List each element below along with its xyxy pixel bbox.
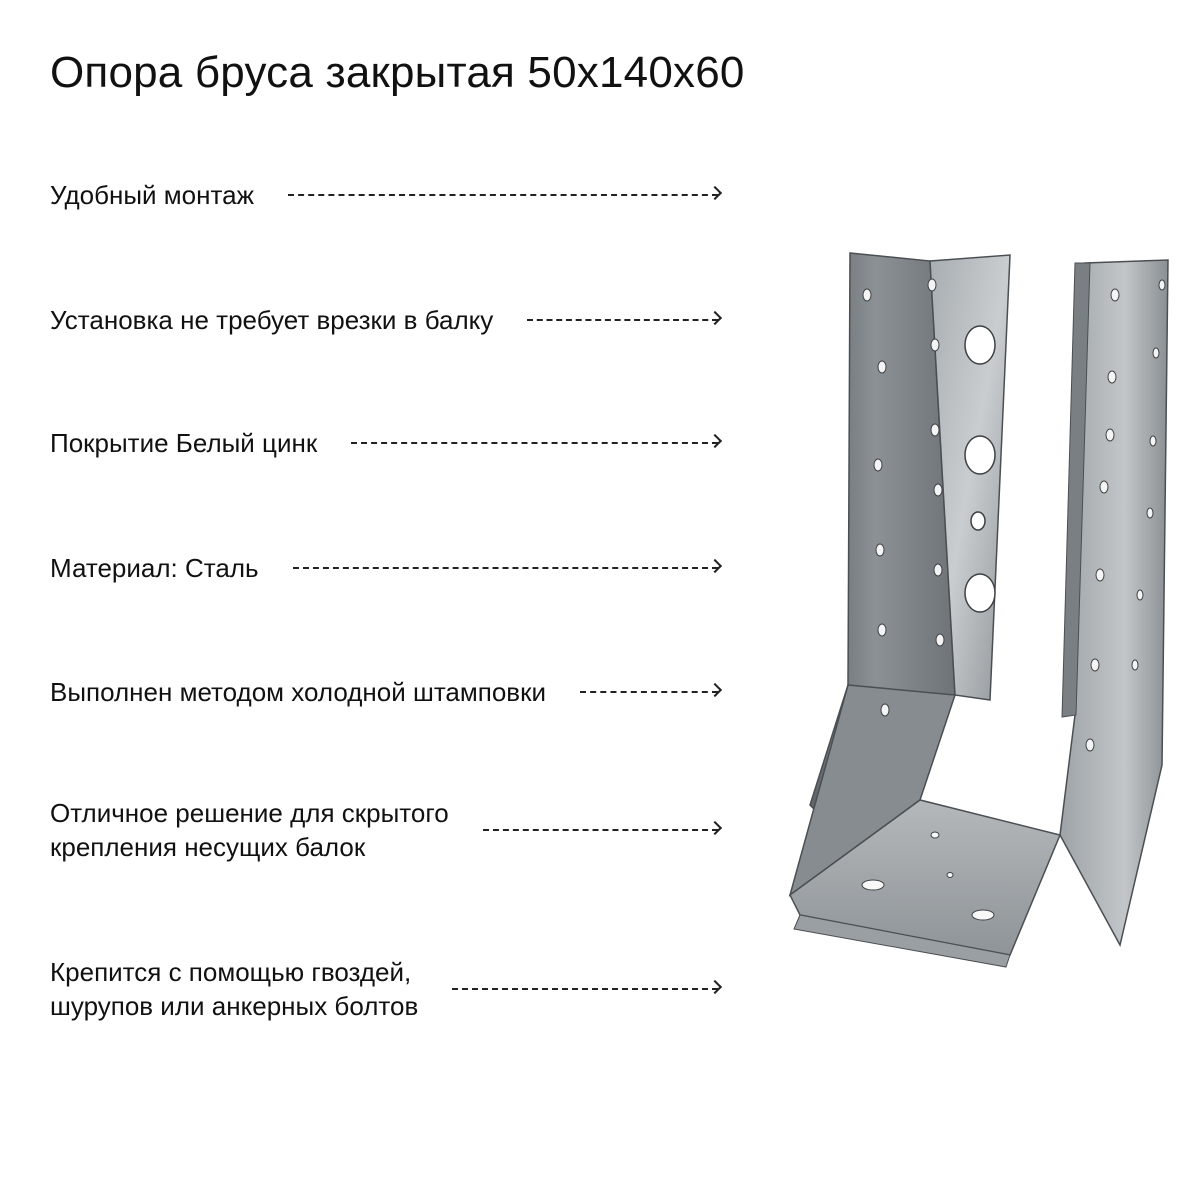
dashed-arrow-icon xyxy=(288,185,722,205)
feature-row xyxy=(50,796,722,864)
feature-text: Выполнен методом холодной штамповки xyxy=(50,677,547,707)
dashed-arrow-icon xyxy=(527,310,722,330)
feature-text-line: Отличное решение для скрытого xyxy=(50,798,449,828)
feature-text: Удобный монтаж xyxy=(50,180,254,210)
feature-text-line: шурупов или анкерных болтов xyxy=(50,991,419,1021)
dashed-arrow-icon xyxy=(483,820,722,840)
feature-row xyxy=(50,303,722,337)
feature-text: Покрытие Белый цинк xyxy=(50,428,318,458)
feature-text xyxy=(50,955,418,1023)
joist-hanger-image xyxy=(770,245,1180,985)
feature-text: Материал: Сталь xyxy=(50,553,259,583)
feature-row xyxy=(50,426,722,460)
feature-row xyxy=(50,551,722,585)
dashed-arrow-icon xyxy=(452,979,722,999)
feature-row xyxy=(50,955,722,1023)
feature-text xyxy=(50,796,449,864)
feature-text-line: крепления несущих балок xyxy=(50,832,366,862)
feature-row xyxy=(50,675,722,709)
dashed-arrow-icon xyxy=(580,682,722,702)
feature-row xyxy=(50,178,722,212)
feature-text: Установка не требует врезки в балку xyxy=(50,305,494,335)
dashed-arrow-icon xyxy=(351,433,722,453)
feature-text-line: Крепится с помощью гвоздей, xyxy=(50,957,412,987)
dashed-arrow-icon xyxy=(293,558,722,578)
page-title: Опора бруса закрытая 50х140х60 xyxy=(50,48,745,97)
